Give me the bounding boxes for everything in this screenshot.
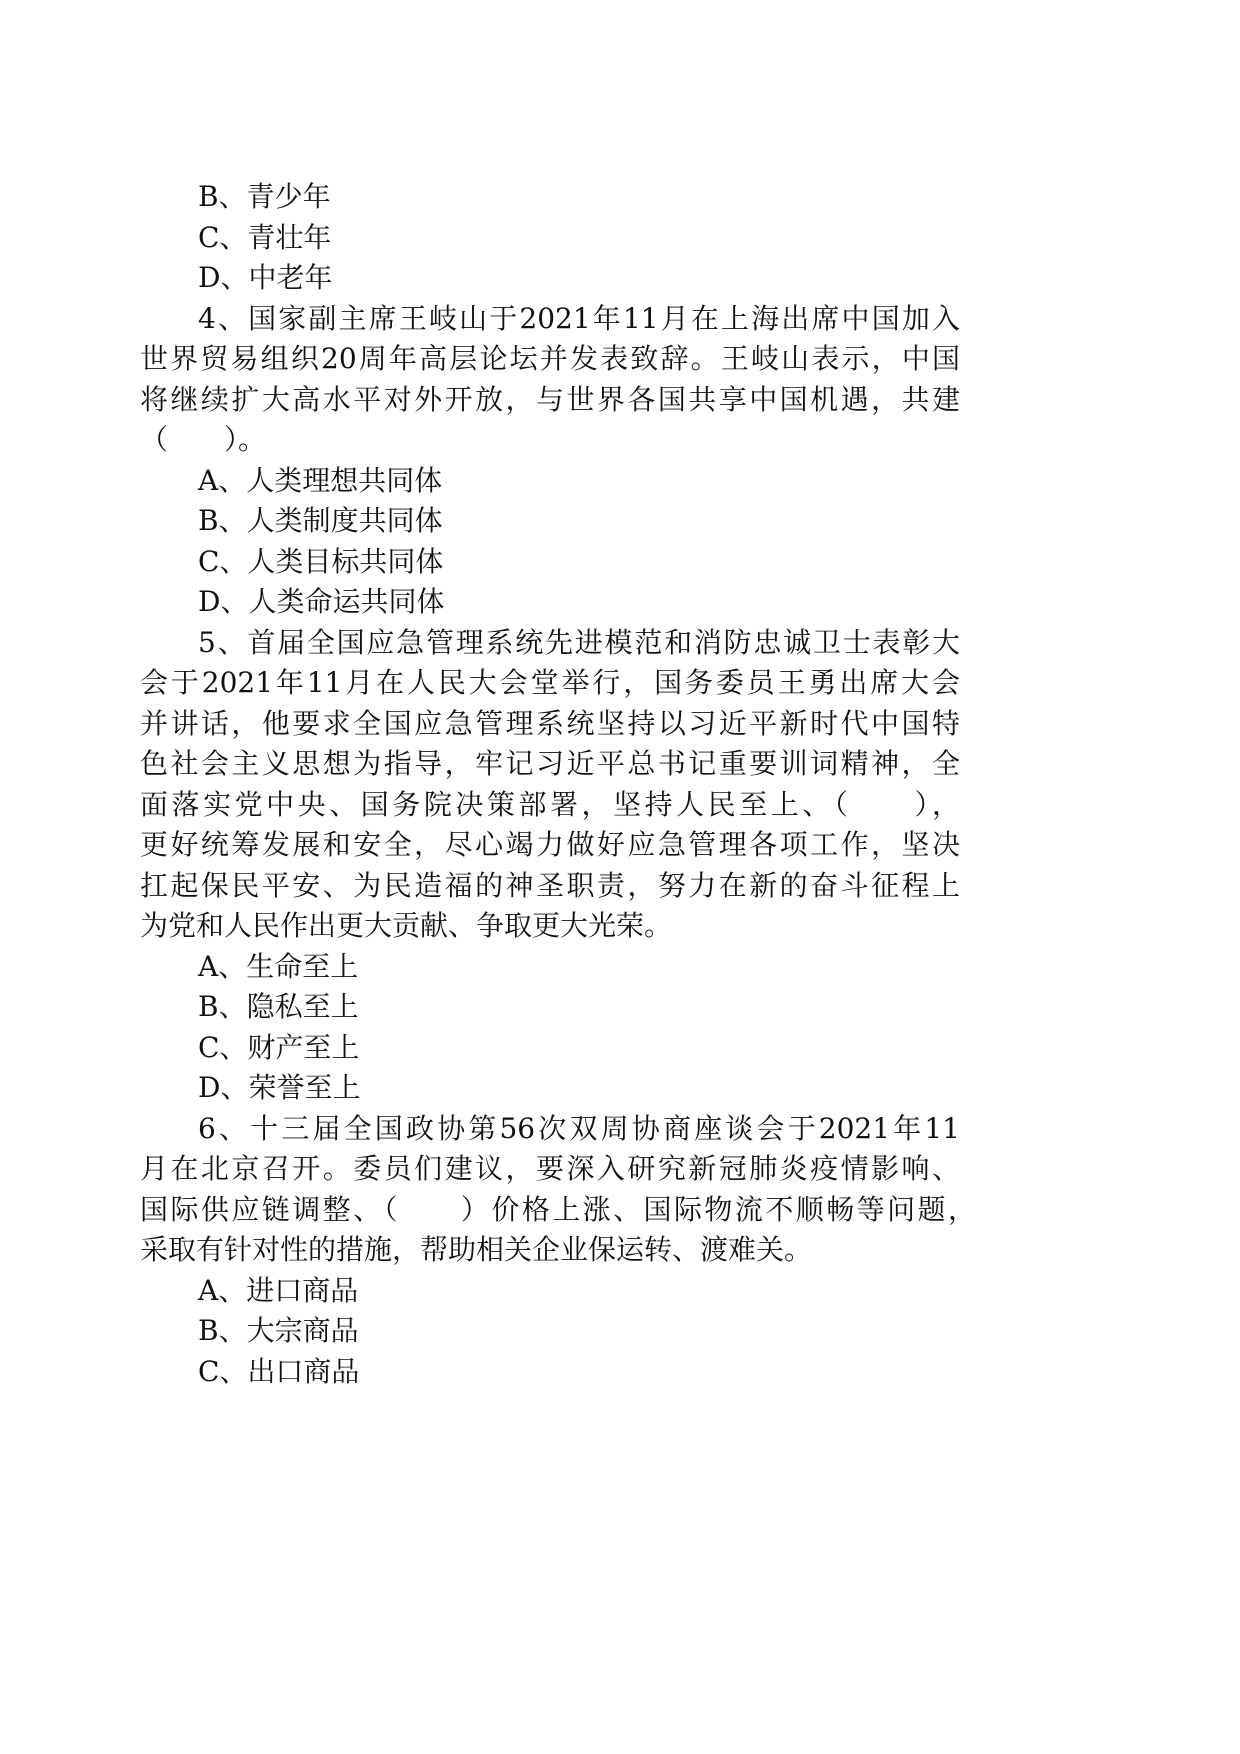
q5-text-line: 并讲话，他要求全国应急管理系统坚持以习近平新时代中国特 — [140, 706, 960, 740]
q5-text-line: 色社会主义思想为指导，牢记习近平总书记重要训词精神，全 — [140, 747, 960, 780]
q6-option-b: B、大宗商品 — [198, 1314, 359, 1347]
q6-text-line: 6、十三届全国政协第56次双周协商座谈会于2021年11 — [198, 1111, 960, 1145]
q4-option-d: D、人类命运共同体 — [198, 585, 445, 618]
q3-option-d: D、中老年 — [198, 261, 333, 294]
q4-text-line: 将继续扩大高水平对外开放，与世界各国共享中国机遇，共建 — [140, 382, 960, 416]
q5-option-c: C、财产至上 — [198, 1030, 360, 1064]
q5-option-b: B、隐私至上 — [198, 990, 359, 1023]
q4-text-line: 世界贸易组织20周年高层论坛并发表致辞。王岐山表示，中国 — [140, 342, 960, 375]
q4-option-a: A、人类理想共同体 — [198, 463, 443, 497]
q5-text-line: 会于2021年11月在人民大会堂举行，国务委员王勇出席大会 — [140, 666, 960, 699]
q6-text-line: 采取有针对性的措施，帮助相关企业保运转、渡难关。 — [140, 1233, 813, 1266]
q5-text-line: 面落实党中央、国务院决策部署，坚持人民至上、（ ）， — [140, 787, 960, 821]
q5-option-d: D、荣誉至上 — [198, 1071, 361, 1104]
q6-option-a: A、进口商品 — [198, 1273, 359, 1307]
q4-text-line: （ ）。 — [140, 423, 267, 456]
q4-text-line: 4、国家副主席王岐山于2021年11月在上海出席中国加入 — [198, 301, 960, 335]
q5-text-line: 为党和人民作出更大贡献、争取更大光荣。 — [140, 909, 673, 942]
q5-text-line: 更好统筹发展和安全，尽心竭力做好应急管理各项工作，坚决 — [140, 828, 960, 861]
q3-option-c: C、青壮年 — [198, 220, 332, 254]
q4-option-c: C、人类目标共同体 — [198, 544, 444, 578]
q6-text-line: 国际供应链调整、（ ）价格上涨、国际物流不顺畅等问题， — [140, 1192, 976, 1226]
q5-option-a: A、生命至上 — [198, 949, 359, 983]
document-page — [140, 177, 976, 1392]
q3-option-b: B、青少年 — [198, 180, 331, 213]
q5-text-line: 5、首届全国应急管理系统先进模范和消防忠诚卫士表彰大 — [198, 625, 960, 659]
q6-option-c: C、出口商品 — [198, 1354, 360, 1388]
q6-text-line: 月在北京召开。委员们建议，要深入研究新冠肺炎疫情影响、 — [140, 1152, 960, 1185]
q5-text-line: 扛起保民平安、为民造福的神圣职责，努力在新的奋斗征程上 — [140, 868, 960, 902]
q4-option-b: B、人类制度共同体 — [198, 504, 443, 537]
